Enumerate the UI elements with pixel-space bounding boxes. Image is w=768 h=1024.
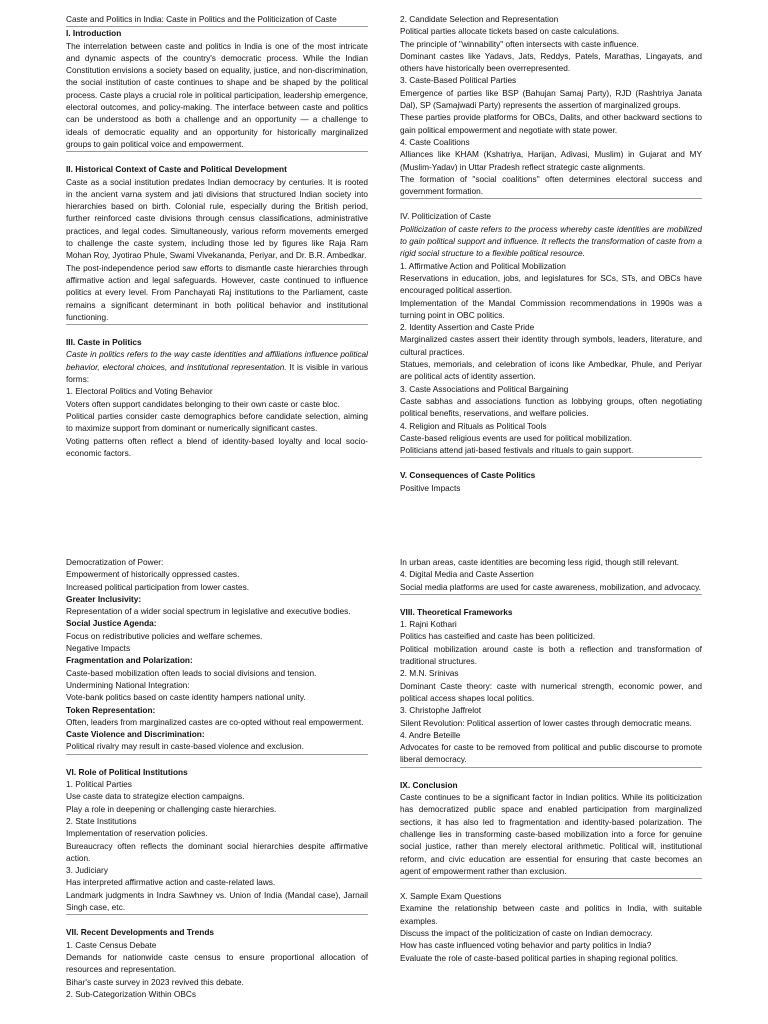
section-recent-developments-continued — [400, 556, 702, 595]
text-line: Often, leaders from marginalized castes are co-opted without real empowerment. — [66, 716, 364, 727]
text-line: Dominant Caste theory: caste with numerical strength, economic power, and political access shapes local politics. — [400, 680, 702, 703]
section-heading-historical-context: II. Historical Context of Caste and Political Development — [66, 164, 287, 175]
definition: Politicization of caste refers to the process whereby caste identities are mobilized to gain political support and influence. It reflects the transformation of caste from a rigid social structure to a flexible political resource. — [400, 223, 702, 259]
question: Examine the relationship between caste and politics in India, with suitable examples. — [400, 903, 702, 926]
paragraph: Caste as a social institution predates Indian democracy by centuries. It is rooted in the ancient varna system and jati divisions that structured Indian society into hierarchies based on birth. Colonial rule, especially during the British period, further reinforced caste divisions through census classifications, administrative practices, and legal codes. Simultaneously, various reform movements emerged to challenge the caste system, including those led by figures like Raja Ram Mohan Roy, Jyotirao Phule, Swami Vivekananda, Periyar, and Dr. B.R. Ambedkar. — [66, 176, 368, 261]
text-line: Caste sabhas and associations function as lobbying groups, often negotiating political benefits, reservations, and welfare policies. — [400, 395, 702, 419]
subheading: 1. Electoral Politics and Voting Behavior — [66, 386, 213, 397]
text-line: The formation of "social coalitions" often determines electoral success and government formation. — [400, 173, 702, 197]
subheading: 3. Christophe Jaffrelot — [400, 705, 482, 716]
text-line: Voting patterns often reflect a blend of identity-based loyalty and local socio-economic factors. — [66, 435, 368, 458]
text-line: Bureaucracy often reflects the dominant social hierarchies despite affirmative action. — [66, 840, 368, 863]
section-heading-consequences: V. Consequences of Caste Politics — [400, 470, 536, 481]
text-line: Political parties consider caste demographics before candidate selection, aiming to maximize support from dominant or numerically significant castes. — [66, 410, 368, 434]
subheading: 3. Judiciary — [66, 865, 108, 876]
section-heading-introduction: I. Introduction — [66, 28, 122, 39]
text-line: Alliances like KHAM (Kshatriya, Harijan, Adivasi, Muslim) in Gujarat and MY (Muslim-Yadav) in Uttar Pradesh reflect strategic caste alignments. — [400, 149, 702, 172]
page2-left-column — [66, 556, 368, 1000]
subheading: 4. Andre Beteille — [400, 729, 461, 740]
text-line: In urban areas, caste identities are becoming less rigid, though still relevant. — [400, 557, 680, 567]
section-introduction — [66, 40, 368, 153]
text-line: Vote-bank politics based on caste identity hampers national unity. — [66, 692, 306, 703]
subheading: 4. Religion and Rituals as Political Tools — [400, 420, 547, 431]
text-line: Landmark judgments in Indra Sawhney vs. Union of India (Mandal case), Jarnail Singh case, etc. — [66, 889, 368, 913]
paragraph: The interrelation between caste and politics in India is one of the most intricate and dynamic aspects of the country's democratic process. While the Indian Constitution envisions a society based on equality, justice, and non-discrimination, the social institution of caste continues to shape and be shaped by the political process. Caste plays a crucial role in political participation, leadership emergence, electoral outcomes, and policy-making. The interface between caste and politics can be understood as both a challenge and an opportunity — a challenge to ideals of democratic equality and an opportunity for historically marginalized groups to gain political voice and empowerment. — [66, 40, 368, 149]
text-line: Implementation of reservation policies. — [66, 828, 208, 839]
text-line: Play a role in deepening or challenging caste hierarchies. — [66, 803, 277, 814]
question: How has caste influenced voting behavior and party politics in India? — [400, 940, 652, 951]
section-caste-in-politics — [66, 348, 368, 459]
subheading: 2. Identity Assertion and Caste Pride — [400, 322, 535, 333]
text-line: Statues, memorials, and celebration of icons like Ambedkar, Phule, and Periyar are political acts of identity assertion. — [400, 359, 702, 382]
question: Discuss the impact of the politicization of caste on Indian democracy. — [400, 928, 653, 939]
section-caste-in-politics-continued — [400, 13, 702, 199]
subheading: 3. Caste-Based Political Parties — [400, 75, 517, 86]
subheading: 2. State Institutions — [66, 815, 137, 826]
text-line: Bihar's caste survey in 2023 revived this debate. — [66, 976, 244, 987]
subheading: 1. Rajni Kothari — [400, 619, 457, 630]
text-line: Political rivalry may result in caste-based violence and exclusion. — [66, 741, 304, 752]
text-line: Caste-based religious events are used for political mobilization. — [400, 432, 632, 443]
section-conclusion — [400, 791, 702, 879]
text-line: Reservations in education, jobs, and legislatures for SCs, STs, and OBCs have encouraged political assertion. — [400, 272, 702, 296]
text-line: These parties provide platforms for OBCs, Dalits, and other backward sections to gain political empowerment and negotiate with state power. — [400, 112, 702, 135]
section-political-institutions — [66, 778, 368, 915]
subheading: 3. Caste Associations and Political Bargaining — [400, 383, 569, 394]
section-exam-questions — [400, 902, 702, 963]
text-line: Voters often support candidates belonging to their own caste or caste bloc. — [66, 398, 340, 409]
section-heading-politicization: IV. Politicization of Caste — [400, 211, 492, 222]
text-line: Has interpreted affirmative action and caste-related laws. — [66, 877, 276, 888]
section-theoretical-frameworks — [400, 618, 702, 768]
definition-tail: It is visible in various forms: — [66, 361, 368, 385]
bold-subheading: Caste Violence and Discrimination: — [66, 729, 205, 740]
text-line: Social media platforms are used for caste awareness, mobilization, and advocacy. — [400, 581, 701, 592]
section-historical-context — [66, 176, 368, 326]
section-heading-political-institutions: VI. Role of Political Institutions — [66, 766, 188, 777]
text-line: Undermining National Integration: — [66, 679, 190, 690]
section-heading-caste-in-politics: III. Caste in Politics — [66, 337, 142, 348]
subheading-positive-impacts: Positive Impacts — [400, 482, 461, 493]
text-line: Politics has casteified and caste has been politicized. — [400, 631, 596, 642]
text-line: Use caste data to strategize election campaigns. — [66, 791, 245, 802]
text-line: Marginalized castes assert their identity through symbols, leaders, literature, and cultural practices. — [400, 334, 702, 357]
definition-italic: Caste in politics refers to the way caste identities and affiliations influence political behavior, electoral choices, and institutional representation. — [66, 349, 368, 372]
text-line: The principle of "winnability" often intersects with caste influence. — [400, 38, 639, 49]
section-politicization — [400, 223, 702, 459]
subheading: 4. Digital Media and Caste Assertion — [400, 569, 534, 580]
section-consequences-continued — [66, 556, 368, 755]
definition — [66, 348, 368, 385]
text-line: Emergence of parties like BSP (Bahujan Samaj Party), RJD (Rashtriya Janata Dal), SP (Samajwadi Party) represents the assertion of marginalized groups. — [400, 87, 702, 111]
section-heading-exam-questions: X. Sample Exam Questions — [400, 891, 502, 902]
paragraph: The post-independence period saw efforts to dismantle caste hierarchies through affirmative action and legal safeguards. However, caste continued to influence politics at every level. From Panchayati Raj institutions to the Parliament, caste remains a significant determinant in both political behavior and institutional functioning. — [66, 262, 368, 322]
subheading: 1. Caste Census Debate — [66, 939, 157, 950]
subheading-negative-impacts: Negative Impacts — [66, 643, 131, 654]
bold-subheading: Greater Inclusivity: — [66, 593, 142, 604]
page2-right-column — [400, 556, 702, 964]
text-line: Demands for nationwide caste census to ensure proportional allocation of resources and representation. — [66, 951, 368, 975]
text-line: Implementation of the Mandal Commission recommendations in 1990s was a turning point in OBC politics. — [400, 297, 702, 320]
question: Evaluate the role of caste-based political parties in shaping regional politics. — [400, 952, 679, 963]
text-line: Politicians attend jati-based festivals and rituals to gain support. — [400, 445, 634, 456]
subheading: 1. Political Parties — [66, 779, 132, 790]
paragraph: Caste continues to be a significant factor in Indian politics. While its politicization has democratized public space and enabled participation from marginalized sections, it has also led to fragmentation and identity-based polarization. The challenge lies in transforming caste-based mobilization into a force for genuine social justice, rather than merely electoral arithmetic. Political will, institutional reform, and civic education are essential for ensuring that caste becomes an agent of empowerment rather than exclusion. — [400, 792, 702, 876]
subheading: 1. Affirmative Action and Political Mobilization — [400, 260, 566, 271]
bold-subheading: Fragmentation and Polarization: — [66, 655, 193, 666]
bold-subheading: Social Justice Agenda: — [66, 618, 157, 629]
page1-right-column — [400, 13, 702, 494]
subheading: 2. Sub-Categorization Within OBCs — [66, 988, 197, 999]
section-recent-developments — [66, 939, 368, 1000]
text-line: Representation of a wider social spectrum in legislative and executive bodies. — [66, 606, 351, 617]
text-line: Increased political participation from lower castes. — [66, 581, 250, 592]
page1-left-column — [66, 13, 368, 459]
subheading: 2. M.N. Srinivas — [400, 668, 459, 679]
text-line: Caste-based mobilization often leads to social divisions and tension. — [66, 667, 317, 678]
text-line: Dominant castes like Yadavs, Jats, Reddys, Patels, Marathas, Lingayats, and others have historically been overrepresented. — [400, 50, 702, 74]
section-heading-recent-developments: VII. Recent Developments and Trends — [66, 927, 215, 938]
document-title: Caste and Politics in India: Caste in Politics and the Politicization of Caste — [66, 13, 368, 27]
section-heading-conclusion: IX. Conclusion — [400, 779, 458, 790]
subheading: 4. Caste Coalitions — [400, 136, 470, 147]
text-line: Democratization of Power: — [66, 557, 164, 567]
text-line: Political parties allocate tickets based on caste calculations. — [400, 26, 620, 37]
text-line: Silent Revolution: Political assertion of lower castes through democratic means. — [400, 717, 692, 728]
subheading: 2. Candidate Selection and Representation — [400, 14, 559, 24]
text-line: Political mobilization around caste is both a reflection and transformation of traditional structures. — [400, 643, 702, 667]
text-line: Empowerment of historically oppressed castes. — [66, 569, 240, 580]
bold-subheading: Token Representation: — [66, 704, 156, 715]
section-heading-theoretical-frameworks: VIII. Theoretical Frameworks — [400, 606, 513, 617]
text-line: Advocates for caste to be removed from political and public discourse to promote liberal democracy. — [400, 742, 702, 765]
text-line: Focus on redistributive policies and welfare schemes. — [66, 630, 263, 641]
